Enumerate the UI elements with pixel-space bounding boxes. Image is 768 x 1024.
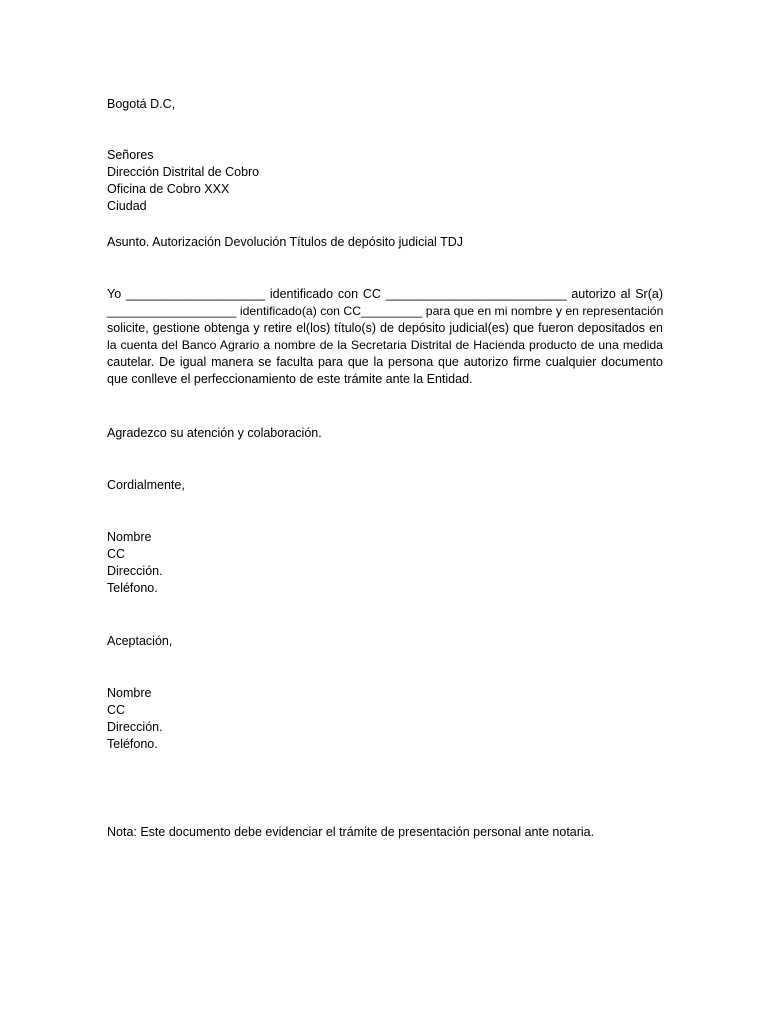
acceptor-name-label: Nombre — [107, 686, 152, 700]
acceptor-phone-label: Teléfono. — [107, 737, 158, 751]
signer-phone-label: Teléfono. — [107, 581, 158, 595]
note-text: Nota: Este documento debe evidenciar el trámite de presentación personal ante notaria. — [107, 825, 595, 839]
body-line: que conlleve el perfeccionamiento de este trámite ante la Entidad. — [107, 372, 473, 386]
signer-block — [107, 529, 663, 597]
signer-name-label: Nombre — [107, 530, 152, 544]
body-line: Yo ____________________ identificado con CC __________________________ autorizo al Sr(a) — [107, 287, 663, 301]
recipient-city: Ciudad — [107, 199, 147, 213]
acceptor-address-label: Dirección. — [107, 720, 163, 734]
thanks-line — [107, 425, 663, 442]
subject-line — [107, 234, 663, 251]
recipient-office: Oficina de Cobro XXX — [107, 182, 230, 196]
body-line: cautelar. De igual manera se faculta para que la persona que autorizo firme cualquier documento — [107, 355, 663, 369]
closing-line — [107, 477, 663, 494]
signer-cc-label: CC — [107, 547, 126, 561]
body-line: solicite, gestione obtenga y retire el(los) título(s) de depósito judicial(es) que fueron depositados en — [107, 321, 663, 335]
acceptance-text: Aceptación, — [107, 634, 173, 648]
acceptor-cc-label: CC — [107, 703, 126, 717]
signer-address-label: Dirección. — [107, 564, 163, 578]
recipient-block — [107, 147, 663, 215]
closing-text: Cordialmente, — [107, 478, 185, 492]
thanks-text: Agradezco su atención y colaboración. — [107, 426, 322, 440]
note-line — [107, 824, 663, 841]
recipient-salutation: Señores — [107, 148, 154, 162]
recipient-department: Dirección Distrital de Cobro — [107, 165, 260, 179]
place-date-text: Bogotá D.C, — [107, 97, 176, 111]
body-paragraph — [107, 286, 663, 388]
body-line: ___________________ identificado(a) con CC_________ para que en mi nombre y en representación — [107, 304, 664, 318]
acceptor-block — [107, 685, 663, 753]
place-date — [107, 96, 663, 113]
subject-text: Asunto. Autorización Devolución Títulos de depósito judicial TDJ — [107, 235, 463, 249]
body-line: la cuenta del Banco Agrario a nombre de la Secretaria Distrital de Hacienda producto de una medida — [107, 338, 663, 352]
acceptance-line — [107, 633, 663, 650]
